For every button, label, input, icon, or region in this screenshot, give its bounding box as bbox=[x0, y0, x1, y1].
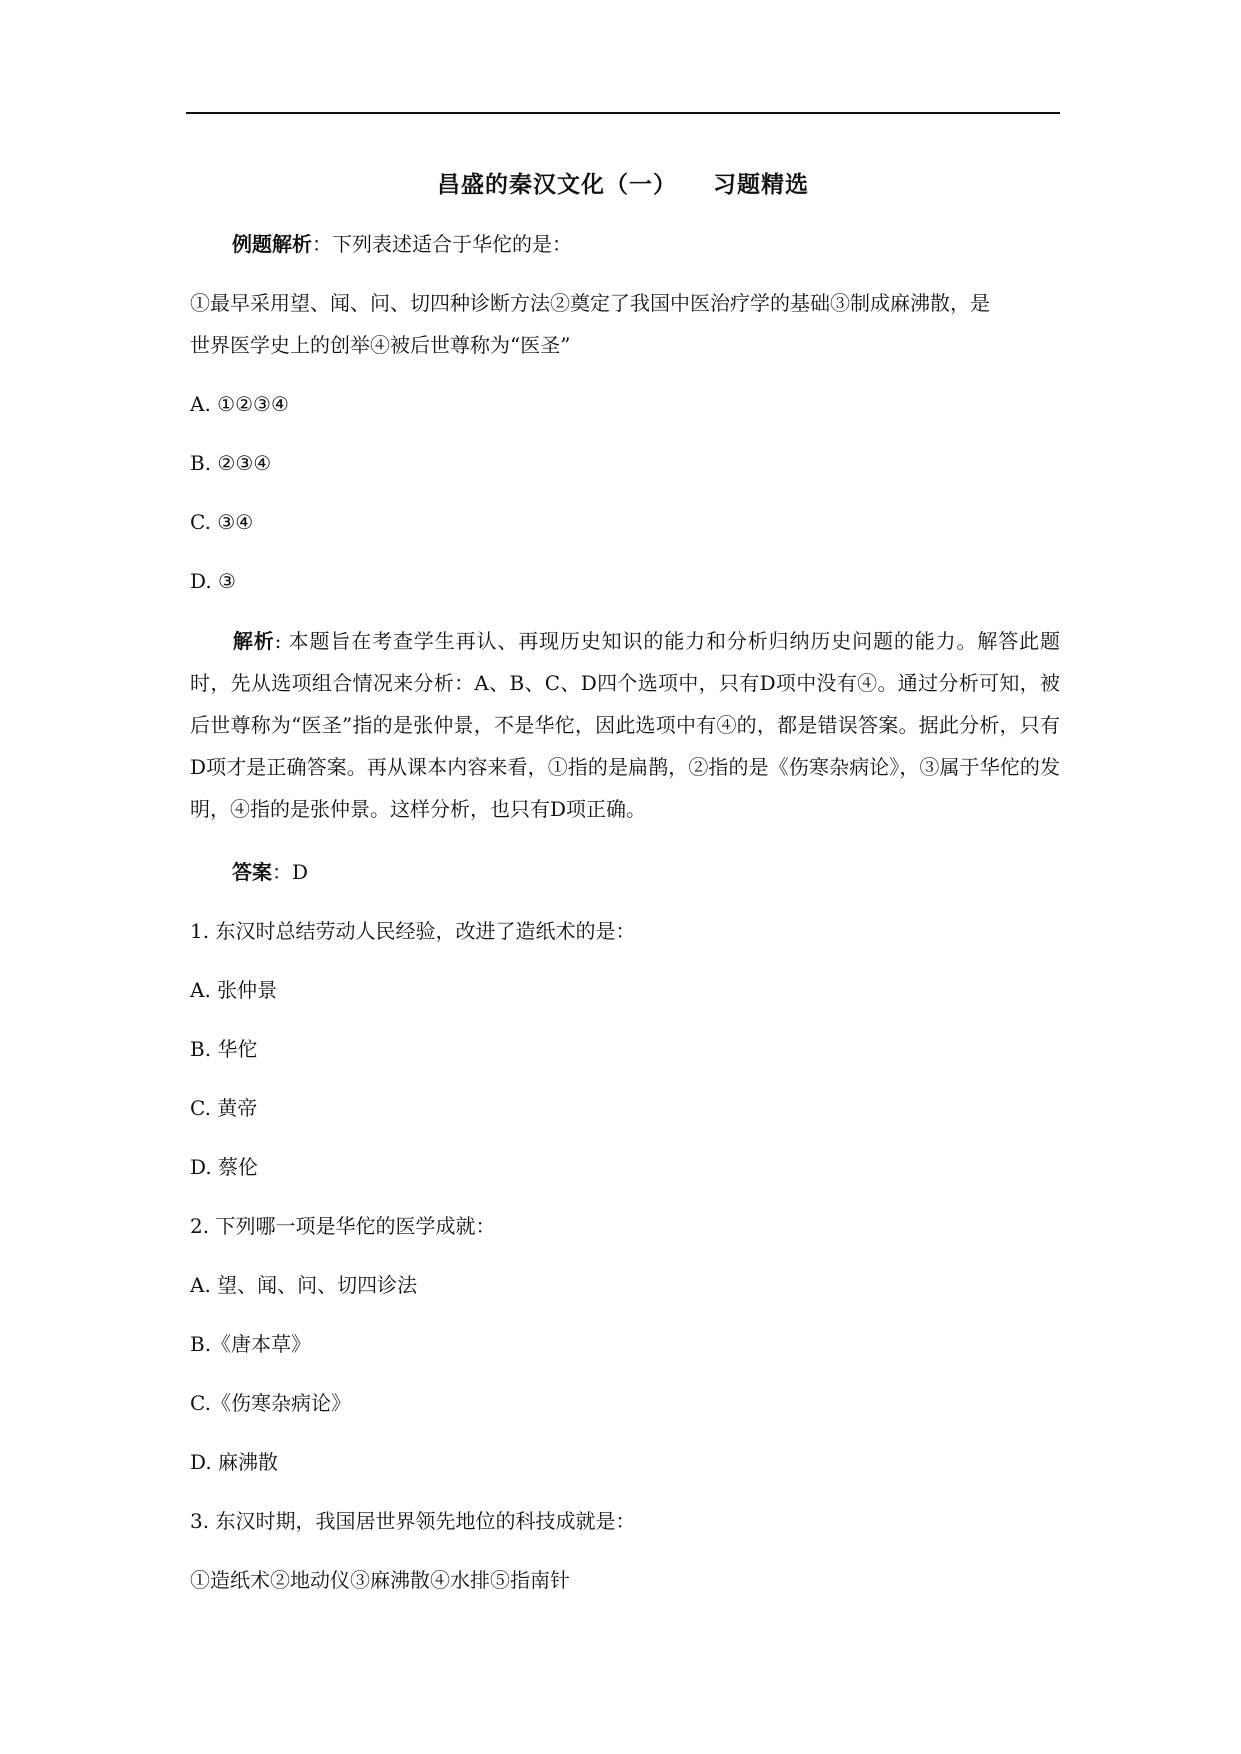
question-1-option-b: B. 华佗 bbox=[190, 1037, 258, 1061]
question-1-option-a: A. 张仲景 bbox=[190, 978, 278, 1002]
page-title: 昌盛的秦汉文化（一） 习题精选 bbox=[436, 172, 810, 198]
analysis-label: 解析 bbox=[232, 629, 275, 653]
analysis-text: : 本题旨在考查学生再认、再现历史知识的能力和分析归纳历史问题的能力。解答此题时，先从选项组合情况来分析：A、B、C、D四个选项中，只有D项中没有④。通过分析可知，被后世尊称为“医圣”指的是张仲景，不是华佗，因此选项中有④的，都是错误答案。据此分析，只有D项才是正确答案。再从课本内容来看，①指的是扁鹊，②指的是《伤寒杂病论》，③属于华佗的发明，④指的是张仲景。这样分析，也只有D项正确。 bbox=[190, 629, 1060, 821]
question-3-stem: 3. 东汉时期，我国居世界领先地位的科技成就是： bbox=[190, 1509, 636, 1533]
analysis-paragraph bbox=[190, 620, 1060, 830]
question-2-option-a: A. 望、闻、问、切四诊法 bbox=[190, 1273, 418, 1297]
answer-value: ：D bbox=[272, 860, 309, 884]
question-2-option-b: B.《唐本草》 bbox=[190, 1332, 312, 1356]
question-1-option-c: C. 黄帝 bbox=[190, 1096, 258, 1120]
question-2-stem: 2. 下列哪一项是华佗的医学成就： bbox=[190, 1214, 496, 1238]
example-statement-line-2: 世界医学史上的创举④被后世尊称为“医圣” bbox=[190, 333, 571, 357]
example-option-c: C. ③④ bbox=[190, 510, 254, 534]
question-1-option-d: D. 蔡伦 bbox=[190, 1155, 259, 1179]
question-2-option-d: D. 麻沸散 bbox=[190, 1450, 279, 1474]
header-rule bbox=[186, 112, 1060, 114]
example-option-b: B. ②③④ bbox=[190, 451, 272, 475]
answer-label: 答案 bbox=[232, 860, 272, 884]
example-option-a: A. ①②③④ bbox=[190, 392, 289, 416]
question-3-statement: ①造纸术②地动仪③麻沸散④水排⑤指南针 bbox=[190, 1568, 570, 1592]
example-statement-line-1: ①最早采用望、闻、问、切四种诊断方法②奠定了我国中医治疗学的基础③制成麻沸散，是 bbox=[190, 291, 990, 315]
example-question-text: ：下列表述适合于华佗的是： bbox=[312, 232, 572, 256]
question-1-stem: 1. 东汉时总结劳动人民经验，改进了造纸术的是： bbox=[190, 919, 636, 943]
example-label: 例题解析 bbox=[232, 232, 312, 256]
answer-line bbox=[232, 858, 1102, 887]
example-option-d: D. ③ bbox=[190, 569, 236, 593]
question-2-option-c: C.《伤寒杂病论》 bbox=[190, 1391, 351, 1415]
example-question bbox=[232, 230, 1102, 259]
